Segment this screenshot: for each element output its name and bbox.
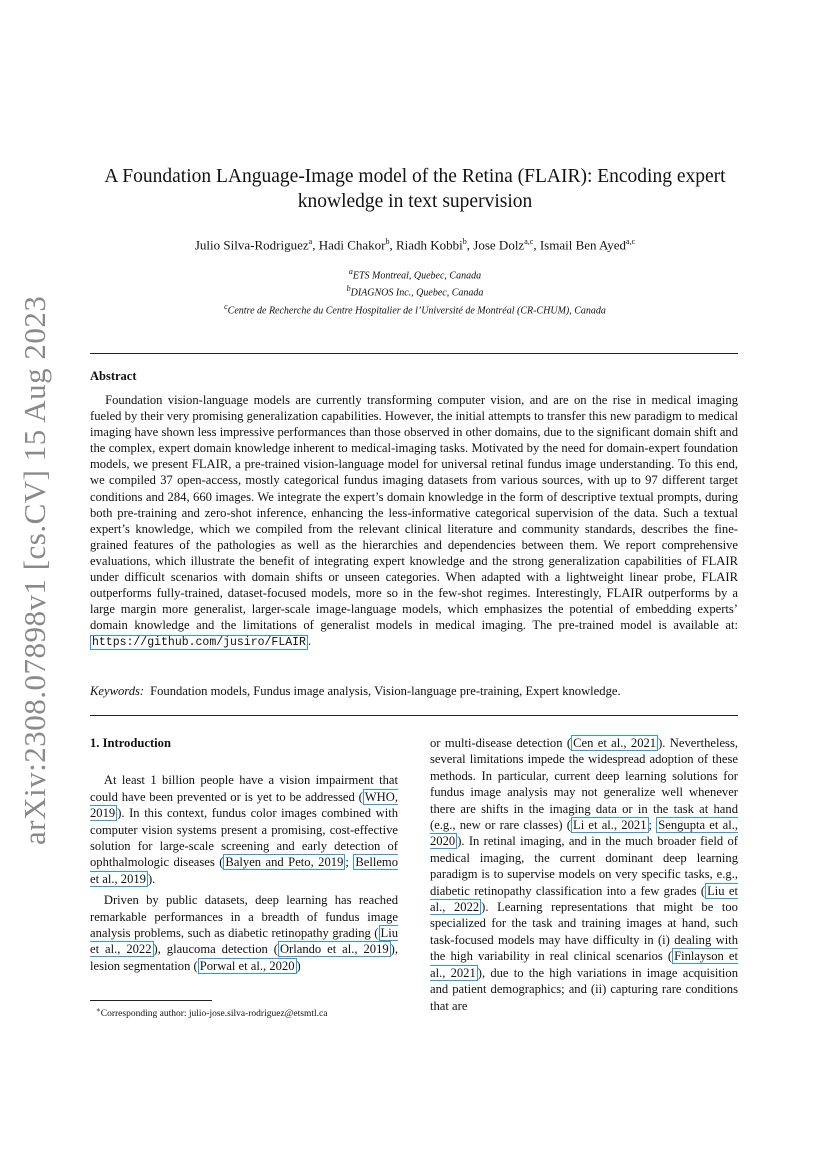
footnote-rule [90, 1000, 212, 1001]
citation-link[interactable]: Li et al., 2021 [573, 818, 647, 833]
citation-link[interactable]: Sengupta et al., 2020 [430, 818, 738, 849]
arxiv-stamp: arXiv:2308.07898v1 [cs.CV] 15 Aug 2023 [17, 295, 52, 845]
keywords [90, 684, 738, 699]
citation-link[interactable]: Liu et al., 2022 [430, 883, 738, 915]
paragraph: or multi-disease detection ( Cen et al., 2021 ). Nevertheless, several limitations impede the widespread adoption of these methods. In particular, current deep learning solutions for fundus image analysis may not generalize well whenever there are shifts in the imaging data or in the task at hand (e.g., new or rare classes) ( Li et al., 2021 ; Sengupta et al., 2020 ). In retinal imaging, and in the much broader field of medical imaging, the current dominant deep learning paradigm is to supervise models on very specific tasks, e.g., diabetic retinopathy classification into a few grades ( Liu et al., 2022 ). Learning representations that might be too specialized for the task and training images at hand, such task-focused models may have difficulty in (i) dealing with the high variability in real clinical scenarios ( Finlayson et al., 2021 ), due to the high variations in image acquisition and patient demographics; and (ii) capturing rare conditions that are [430, 736, 738, 1013]
left-column [90, 735, 398, 979]
citation-link[interactable]: WHO, 2019 [90, 789, 398, 821]
author-list: Julio Silva-Rodriguez$^a$, Hadi Chakor$^b$, Riadh Kobbi$^b$, Jose Dolz$^{a,c}$, Ismail Ben Ayed$^{a,c}$ [194, 237, 636, 253]
abstract-heading: Abstract [90, 369, 137, 383]
author-name: Jose Dolz [473, 237, 525, 253]
affiliation: $^b$DIAGNOS Inc., Quebec, Canada [346, 284, 484, 299]
right-column [430, 735, 738, 1019]
affiliation: $^a$ETS Montreal, Quebec, Canada [348, 267, 482, 282]
paper-title: A Foundation LAnguage-Image model of the Retina (FLAIR): Encoding expert knowledge in text supervision [104, 166, 726, 212]
keywords-text: Foundation models, Fundus image analysis, Vision-language pre-training, Expert knowledge. [150, 684, 621, 698]
top-rule [90, 353, 738, 354]
repo-link[interactable]: https://github.com/jusiro/FLAIR [92, 636, 306, 650]
bottom-rule [90, 715, 738, 716]
citation-link[interactable]: Porwal et al., 2020 [199, 958, 295, 973]
citation-link[interactable]: Bellemo et al., 2019 [90, 855, 398, 886]
footnote: ∗Corresponding author: julio-jose.silva-rodriguez@etsmtl.ca [96, 1006, 328, 1020]
citation-link[interactable]: Cen et al., 2021 [573, 736, 657, 750]
citation-link[interactable]: Liu et al., 2022 [90, 926, 398, 957]
paragraph: Driven by public datasets, deep learning has reached remarkable performances in a breadth of fundus image analysis problems, such as diabetic retinopathy grading ( Liu et al., 2022 ), glaucoma detection ( Orlando et al., 2019 ), lesion segmentation ( Porwal et al., 2020 ) [90, 893, 399, 973]
paragraph: At least 1 billion people have a vision impairment that could have been prevented or is yet to be addressed ( WHO, 2019 ). In this context, fundus color images combined with computer vision systems present a promising, cost-effective solution for large-scale screening and early detection of ophthalmologic diseases ( Balyen and Peto, 2019 ; Bellemo et al., 2019 ). [90, 773, 398, 886]
author-name: Julio Silva-Rodriguez [194, 237, 309, 253]
affiliation: $^c$Centre de Recherche du Centre Hospitalier de l’Université de Montréal (CR-CHUM), Canada [224, 301, 606, 316]
abstract-body: Foundation vision-language models are currently transforming computer vision, and are on the rise in medical imaging fueled by their very promising generalization capabilities. However, the initial attempts to transfer this new paradigm to medical imaging have shown less impressive performances than those observed in other domains, due to the significant domain shift and the complex, expert domain knowledge inherent to medical-imaging tasks. Motivated by the need for domain-expert foundation models, we present FLAIR, a pre-trained vision-language model for universal retinal fundus image understanding. To this end, we compiled 37 open-access, mostly categorical fundus imaging datasets from various sources, with up to 97 different target conditions and 284, 660 images. We integrate the expert’s domain knowledge in the form of descriptive textual prompts, during both pre-training and zero-shot inference, enhancing the less-informative categorical supervision of the data. Such a textual expert’s knowledge, which we compiled from the relevant clinical literature and community standards, describes the fine-grained features of the pathologies as well as the hierarchies and dependencies between them. We report comprehensive evaluations, which illustrate the benefit of integrating expert knowledge and the strong generalization capabilities of FLAIR under difficult scenarios with domain shifts or unseen categories. When adapted with a lightweight linear probe, FLAIR outperforms fully-trained, dataset-focused models, more so in the few-shot regimes. Interestingly, FLAIR outperforms by a large margin more generalist, larger-scale image-language models, which emphasizes the potential of embedding experts’ domain knowledge and the limitations of generalist models in medical imaging. The pre-trained model is available at: https://github.com/jusiro/FLAIR . [90, 393, 738, 650]
citation-link[interactable]: Balyen and Peto, 2019 [225, 855, 344, 870]
citation-link[interactable]: Orlando et al., 2019 [279, 942, 389, 957]
affiliations [90, 265, 740, 317]
keywords-label: Keywords: [90, 684, 145, 698]
author-name: Ismail Ben Ayed [539, 237, 627, 253]
section-heading: 1. Introduction [90, 736, 171, 750]
citation-link[interactable]: Finlayson et al., 2021 [430, 949, 738, 980]
author-name: Riadh Kobbi [395, 237, 463, 253]
author-name: Hadi Chakor [318, 237, 386, 253]
